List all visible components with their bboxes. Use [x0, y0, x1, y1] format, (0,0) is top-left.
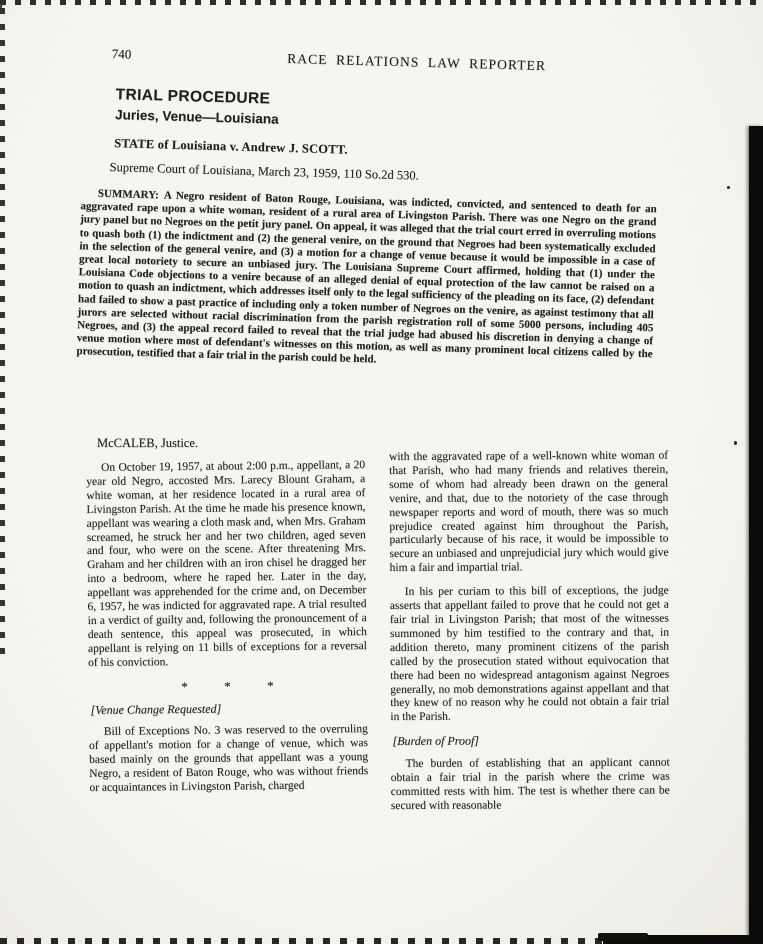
paragraph: The burden of establishing that an applicant cannot obtain a fair trial in the parish where the crime was committed rests with him. The test is whether there can be secured with reasonable — [390, 756, 670, 812]
right-column — [389, 450, 670, 824]
scan-speck — [727, 186, 730, 189]
paragraph: On October 19, 1957, at about 2:00 p.m., appellant, a 20 year old Negro, accosted Mrs. Larecy Blount Graham, a white woman, at her residence located in a rural area of Livingston Parish. At the time he made his presence known, appellant was wearing a cloth mask and, when Mrs. Graham screamed, he struck her and her two children, aged seven and four, who were on the scene. After threatening Mrs. Graham and her children with an iron chisel he dragged her into a bedroom, where he raped her. Later in the day, appellant was apprehended for the crime and, on December 6, 1957, he was indicted for aggravated rape. A trial resulted in a verdict of guilty and, following the pronouncement of a death sentence, this appeal was prosecuted, in which appellant is relying on 11 bills of exceptions for a reversal of his conviction. — [86, 459, 368, 669]
summary-text: A Negro resident of Baton Rouge, Louisiana, was indicted, convicted, and sentenced to death for an aggravated rape upon a white woman, resident of a rural area of Livingston Parish. There was one Negro on the grand jury panel but no Negroes on the petit jury panel. On appeal, it was alleged that the trial court erred in overruling motions to quash both (1) the indictment and (2) the general venire, on the ground that Negroes had been systematically excluded in the selection of the general venire, and (3) a motion for a change of venue because it would be impossible in a case of great local notoriety to secure an unbiased jury. The Louisiana Supreme Court affirmed, holding that (1) under the Louisiana Code objections to a venire because of an alleged denial of equal protection of the law cannot be raised on a motion to quash an indictment, which addresses itself only to the legal sufficiency of the pleading on its face, (2) defendant had failed to show a past practice of including only a token number of Negroes on the venire, as against testimony that all jurors are selected without racial discrimination from the parish registration roll of some 5000 persons, including 405 Negroes, and (3) the appeal record failed to reveal that the trial judge had abused his discretion in denying a change of venue motion where most of defendant's witnesses on this motion, as well as many prominent local citizens called by the prosecution, testified that a fair trial in the parish could be held. — [76, 189, 657, 366]
scan-artifact-left-perforation — [0, 8, 5, 658]
opinion-body — [86, 449, 670, 824]
subheading-venue-change: [Venue Change Requested] — [90, 701, 222, 717]
left-column — [86, 459, 369, 824]
section-title: TRIAL PROCEDURE — [115, 86, 271, 108]
paragraph: with the aggravated rape of a well-known white woman of that Parish, who had many friends and relatives therein, some of whom had already been drawn on the general venire, and that, due to the notoriety of the case through newspaper reports and word of mouth, there was so much prejudice created against him throughout the Parish, particularly because of his race, it would be impossible to secure an unbiased and unprejudicial jury which would give him a fair and impartial trial. — [389, 449, 669, 575]
case-summary — [76, 187, 657, 375]
page-header-block — [76, 46, 670, 375]
case-name: STATE of Louisiana v. Andrew J. SCOTT. — [114, 136, 348, 157]
page-number: 740 — [111, 46, 132, 62]
running-head-row — [112, 46, 670, 78]
scan-artifact-top-perforation — [0, 0, 763, 5]
running-header: RACE RELATIONS LAW REPORTER — [287, 50, 547, 74]
section-separator: * * * — [181, 677, 275, 694]
scan-speck — [734, 441, 737, 445]
paragraph: In his per curiam to this bill of exceptions, the judge asserts that appellant failed to prove that he could not get a fair trial in Livingston Parish; that most of the witnesses summoned by him testified to the contrary and that, in addition thereto, many prominent citizens of the parish called by the prosecution stated without equivocation that there had been no widespread antagonism against Negroes generally, no mob demonstrations against appellant and that they knew of no reason why he could not obtain a fair trial in the Parish. — [389, 584, 670, 724]
summary-label: SUMMARY: — [97, 187, 159, 202]
subheading-burden-of-proof: [Burden of Proof] — [392, 733, 480, 749]
opinion-author: McCALEB, Justice. — [97, 436, 199, 450]
paragraph: Bill of Exceptions No. 3 was reserved to the overruling of appellant's motion for a change of venue, which was based mainly on the grounds that appellant was a young Negro, a resident of Baton Rouge, who was without friends or acquaintances in Livingston Parish, charged — [88, 723, 369, 795]
scan-artifact-blob — [598, 933, 648, 941]
case-citation: Supreme Court of Louisiana, March 23, 1959, 110 So.2d 530. — [109, 159, 419, 183]
section-subtitle: Juries, Venue—Louisiana — [114, 107, 279, 127]
scan-artifact-right-bar — [749, 126, 763, 944]
